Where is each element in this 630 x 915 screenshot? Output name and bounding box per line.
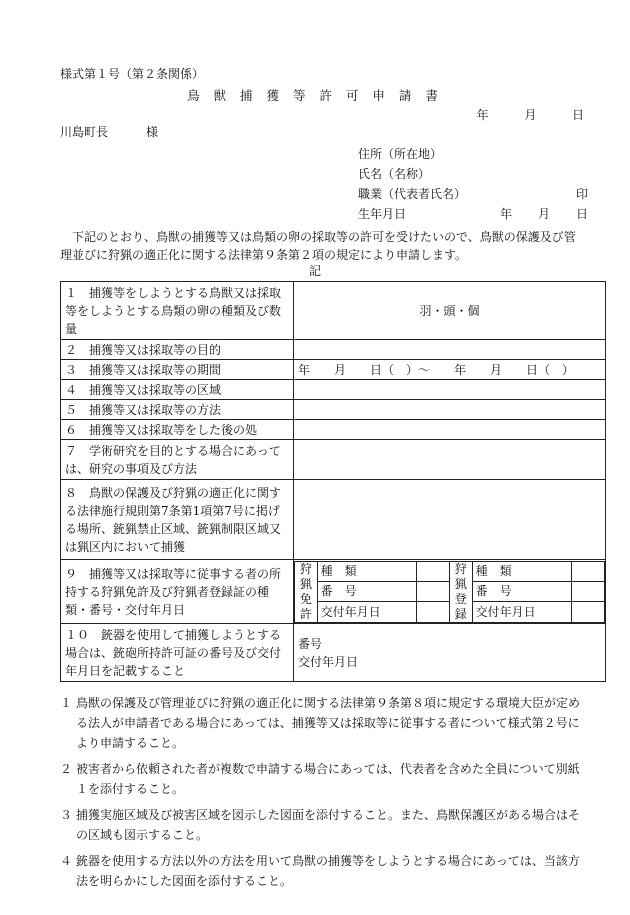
row3-label: ３ 捕獲等又は採取等の期間 xyxy=(61,360,294,380)
row1-quantity-unit: 羽・頭・個 xyxy=(294,282,606,340)
table-row xyxy=(61,282,606,340)
hunting-registration-label: 狩猟登録 xyxy=(449,561,472,622)
row5-value[interactable] xyxy=(294,400,606,420)
note-item: ３ 捕獲実施区域及び被害区域を図示した図面を添付すること。また、鳥獣保護区がある場合はその区域も図示すること。 xyxy=(60,808,581,842)
row8-label: ８ 鳥獣の保護及び狩猟の適正化に関する法律施行規則第7条第1項第7号に掲げる場所、銃猟禁止区域、銃猟制限区域又は猟区内において捕獲 xyxy=(61,480,294,560)
applicant-occupation: 職業（代表者氏名） 印 xyxy=(358,187,588,201)
row9-license-grid xyxy=(294,560,606,624)
registration-number-label: 番 号 xyxy=(472,581,571,601)
registration-number-value[interactable] xyxy=(571,581,604,601)
note-item: １ 鳥獣の保護及び管理並びに狩猟の適正化に関する法律第９条第８項に規定する環境大臣が定める法人が申請者である場合にあっては、捕獲等又は採取等に従事する者について様式第２号により申請すること。 xyxy=(60,696,581,750)
registration-issue-label: 交付年月日 xyxy=(472,602,571,622)
row6-label: ６ 捕獲等又は採取等をした後の処 xyxy=(61,420,294,440)
intro-paragraph: 下記のとおり、鳥獣の捕獲等又は鳥類の卵の採取等の許可を受けたいので、鳥獣の保護及び管理並びに狩猟の適正化に関する法律第９条第２項の規定により申請します。 xyxy=(60,230,576,262)
registration-kind-label: 種 類 xyxy=(472,561,571,581)
table-row xyxy=(61,624,606,682)
row6-value[interactable] xyxy=(294,420,606,440)
table-row xyxy=(61,480,606,560)
row7-value[interactable] xyxy=(294,440,606,480)
registration-issue-value[interactable] xyxy=(571,602,604,622)
license-kind-value[interactable] xyxy=(416,561,449,581)
date-month: 月 xyxy=(524,108,537,122)
row4-label: ４ 捕獲等又は採取等の区域 xyxy=(61,380,294,400)
applicant-name: 氏名（名称） xyxy=(358,167,431,181)
addressee-honorific: 様 xyxy=(146,125,159,139)
table-row xyxy=(61,360,606,380)
addressee-name: 川島町長 xyxy=(60,125,109,139)
note-item: ４ 銃器を使用する方法以外の方法を用いて鳥獣の捕獲等をしようとする場合にあっては、当該方法を明らかにした図面を添付すること。 xyxy=(60,854,580,888)
document-title: 鳥 獣 捕 獲 等 許 可 申 請 書 xyxy=(187,88,443,103)
table-row xyxy=(61,340,606,360)
applicant-birthdate: 生年月日 年 月 日 xyxy=(358,207,588,221)
license-subtable xyxy=(294,561,605,623)
date-day: 日 xyxy=(571,108,584,122)
birthdate-ymd: 年 月 日 xyxy=(499,207,588,221)
row7-label: ７ 学術研究を目的とする場合にあっては、研究の事項及び方法 xyxy=(61,440,294,480)
registration-kind-value[interactable] xyxy=(571,561,604,581)
row8-value[interactable] xyxy=(294,480,606,560)
license-number-value[interactable] xyxy=(416,581,449,601)
date-year: 年 xyxy=(476,108,489,122)
row4-value[interactable] xyxy=(294,380,606,400)
row1-label: １ 捕獲等をしようとする鳥獣又は採取等をしようとする鳥類の卵の種類及び数量 xyxy=(61,282,294,340)
license-number-label: 番 号 xyxy=(317,581,416,601)
table-row xyxy=(61,420,606,440)
notes-section xyxy=(60,693,590,897)
row10-label: １０ 銃器を使用して捕獲しようとする場合は、銃砲所持許可証の番号及び交付年月日を記載すること xyxy=(61,624,294,682)
license-kind-label: 種 類 xyxy=(317,561,416,581)
addressee xyxy=(60,126,158,138)
gun-permit-issue-date: 交付年月日 xyxy=(298,654,359,669)
form-number: 様式第１号（第２条関係） xyxy=(60,67,205,81)
license-issue-value[interactable] xyxy=(416,602,449,622)
application-table xyxy=(60,281,606,682)
hunting-license-label: 狩猟免許 xyxy=(295,561,318,622)
applicant-address: 住所（所在地） xyxy=(358,147,443,161)
row3-period: 年 月 日（ ）～ 年 月 日（ ） xyxy=(294,360,606,380)
row2-label: ２ 捕獲等又は採取等の目的 xyxy=(61,340,294,360)
row10-value xyxy=(294,624,606,682)
table-row xyxy=(61,400,606,420)
row9-label: ９ 捕獲等又は採取等に従事する者の所持する狩猟免許及び狩猟者登録証の種類・番号・交付年月日 xyxy=(61,560,294,624)
row2-value[interactable] xyxy=(294,340,606,360)
table-row xyxy=(61,440,606,480)
application-date xyxy=(477,109,584,121)
note-item: ２ 被害者から依頼された者が複数で申請する場合にあっては、代表者を含めた全員について別紙１を添付すること。 xyxy=(60,762,580,796)
row5-label: ５ 捕獲等又は採取等の方法 xyxy=(61,400,294,420)
seal-mark: 印 xyxy=(575,187,588,201)
license-issue-label: 交付年月日 xyxy=(317,602,416,622)
table-row xyxy=(61,380,606,400)
ki-heading: 記 xyxy=(308,264,321,278)
gun-permit-number: 番号 xyxy=(298,636,323,651)
table-row xyxy=(61,560,606,624)
